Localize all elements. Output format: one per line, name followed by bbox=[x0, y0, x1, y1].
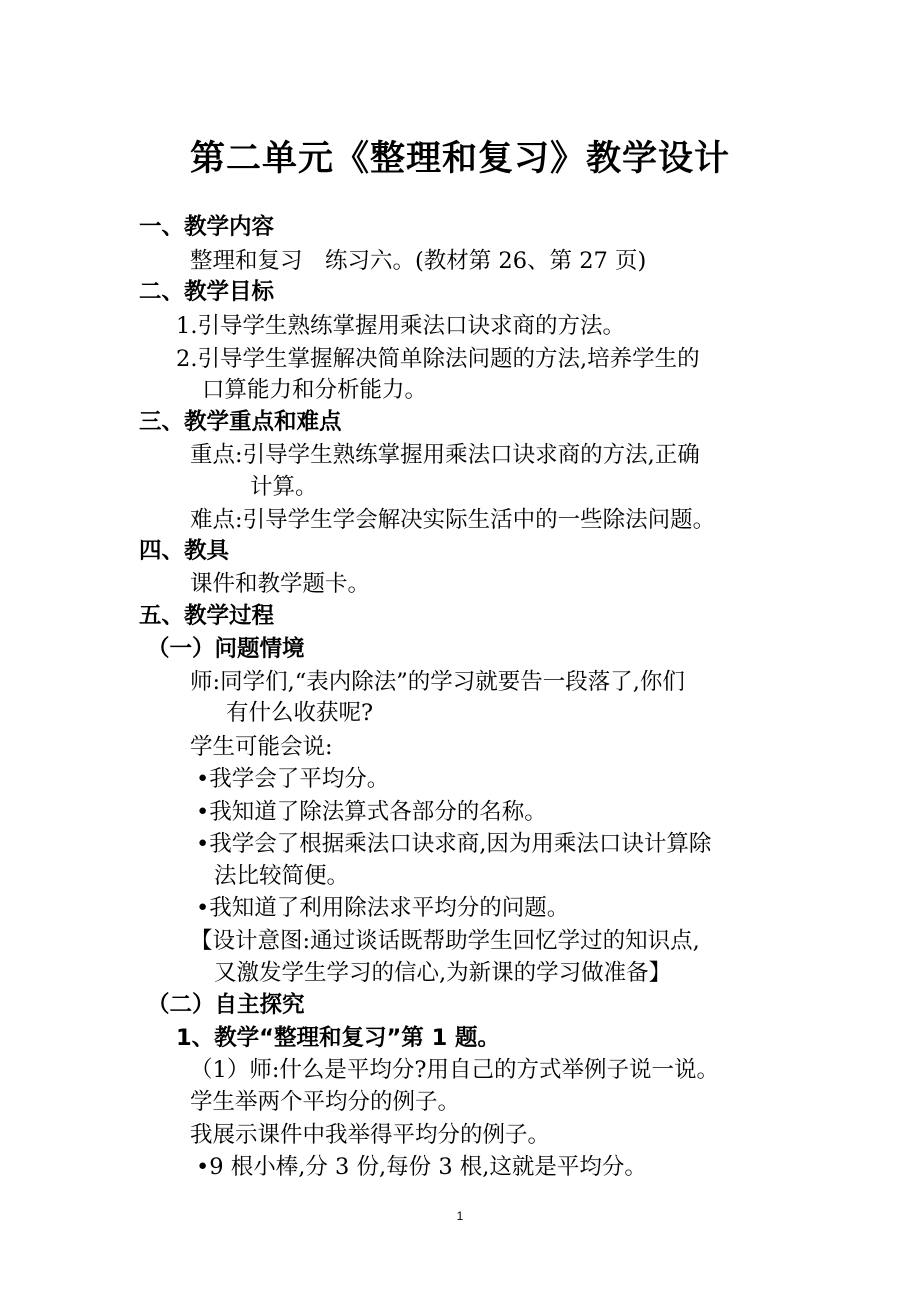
objective-item-1: 1.引导学生熟练掌握用乘法口诀求商的方法。 bbox=[176, 313, 625, 339]
content-text: 整理和复习 练习六。(教材第 26、第 27 页) bbox=[190, 248, 647, 274]
teacher-question: 师:同学们,“表内除法”的学习就要告一段落了,你们 bbox=[190, 669, 685, 695]
section-heading-key-points: 三、教学重点和难点 bbox=[139, 409, 342, 435]
design-intent-continued: 又激发学生学习的信心,为新课的学习做准备】 bbox=[214, 960, 672, 986]
page-number: 1 bbox=[456, 1209, 464, 1223]
objective-item-2: 2.引导学生掌握解决简单除法问题的方法,培养学生的 bbox=[176, 346, 700, 372]
section-heading-process: 五、教学过程 bbox=[139, 603, 275, 629]
list-item: •我知道了利用除法求平均分的问题。 bbox=[196, 895, 570, 921]
page-title: 第二单元《整理和复习》教学设计 bbox=[189, 139, 730, 179]
list-item: •我学会了根据乘法口诀求商,因为用乘法口诀计算除 bbox=[196, 831, 712, 857]
key-point-text: 重点:引导学生熟练掌握用乘法口诀求商的方法,正确 bbox=[190, 442, 700, 468]
courseware-example: 我展示课件中我举得平均分的例子。 bbox=[190, 1122, 551, 1148]
teaching-item-heading: 1、教学“整理和复习”第 1 题。 bbox=[176, 1025, 501, 1051]
section-heading-tools: 四、教具 bbox=[139, 538, 230, 564]
teacher-question-continued: 有什么收获呢? bbox=[226, 700, 374, 726]
section-heading-content: 一、教学内容 bbox=[139, 214, 275, 240]
list-item-continued: 法比较简便。 bbox=[214, 863, 350, 889]
objective-item-2-continued: 口算能力和分析能力。 bbox=[202, 377, 428, 403]
list-item: •我知道了除法算式各部分的名称。 bbox=[196, 799, 547, 825]
subsection-heading-scenario: （一）问题情境 bbox=[147, 636, 305, 662]
difficulty-text: 难点:引导学生学会解决实际生活中的一些除法问题。 bbox=[190, 507, 716, 533]
key-point-text-continued: 计算。 bbox=[250, 474, 318, 500]
student-activity: 学生举两个平均分的例子。 bbox=[190, 1089, 461, 1115]
list-item: •我学会了平均分。 bbox=[196, 766, 390, 792]
tools-text: 课件和教学题卡。 bbox=[190, 571, 371, 597]
section-heading-objectives: 二、教学目标 bbox=[139, 279, 275, 305]
students-may-say: 学生可能会说: bbox=[190, 734, 333, 760]
teacher-question-2: （1）师:什么是平均分?用自己的方式举例子说一说。 bbox=[190, 1057, 719, 1083]
list-item: •9 根小棒,分 3 份,每份 3 根,这就是平均分。 bbox=[196, 1154, 647, 1180]
subsection-heading-explore: （二）自主探究 bbox=[147, 992, 305, 1018]
design-intent: 【设计意图:通过谈话既帮助学生回忆学过的知识点, bbox=[190, 928, 700, 954]
